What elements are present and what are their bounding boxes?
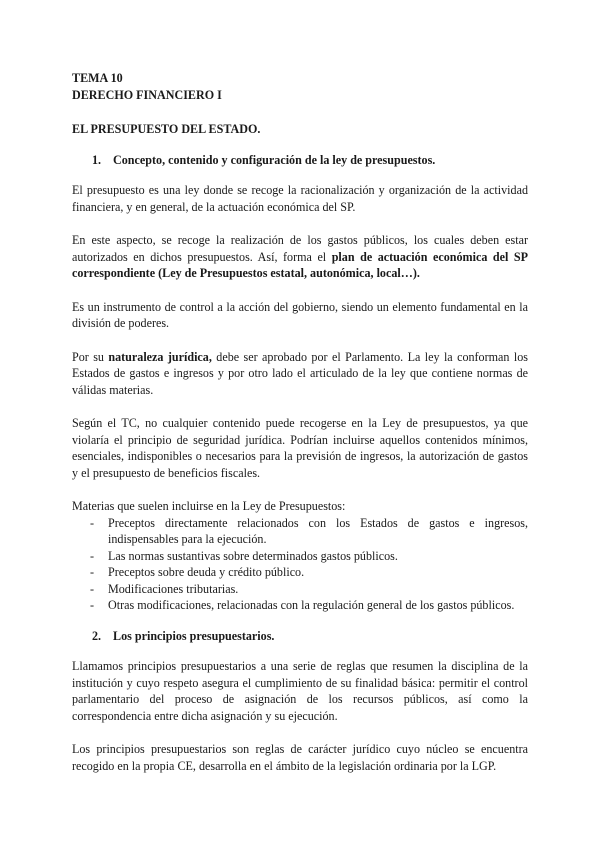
list-item-text: Modificaciones tributarias. — [108, 581, 239, 596]
section-2-paragraph-2: Los principios presupuestarios son reglas de carácter jurídico cuyo núcleo se encuentra recogido en la propia CE, desarrolla en el ámbito de la legislación ordinaria por la LGP. — [72, 742, 528, 773]
paragraph-2-bold-text: plan de actuación económica del SP correspondiente (Ley de Presupuestos estatal, autonómica, local…). — [72, 249, 528, 280]
section-2-paragraph-1: Llamamos principios presupuestarios a una serie de reglas que resumen la disciplina de la institución y cuyo respeto asegura el cumplimiento de su finalidad básica: permitir el control parlamentario del proceso de asignación de los recursos públicos, así como la correspondencia entre dicha asignación y su ejecución. — [72, 659, 528, 723]
section-1-paragraph-5: Según el TC, no cualquier contenido puede recogerse en la Ley de presupuestos, ya que violaría el principio de seguridad jurídica. Podrían incluirse aquellos contenidos mínimos, esenciales, indisponibles o necesarios para la previsión de ingresos, la autorización de gastos y el presupuesto de beneficios fiscales. — [72, 416, 528, 480]
list-item: - Modificaciones tributarias. — [90, 581, 239, 596]
document-header — [72, 70, 528, 103]
paragraph-4-text-start: Por su — [72, 349, 109, 364]
page-title: EL PRESUPUESTO DEL ESTADO. — [72, 122, 261, 136]
section-1-paragraph-4 — [72, 349, 528, 399]
section-1-paragraph-2 — [72, 232, 528, 282]
list-item-text: Preceptos directamente relacionados con los Estados de gastos e ingresos, indispensables para la ejecución. — [108, 515, 528, 546]
list-item-text: Otras modificaciones, relacionadas con la regulación general de los gastos públicos. — [108, 598, 515, 612]
list-item-text: Las normas sustantivas sobre determinados gastos públicos. — [108, 548, 398, 563]
subject-label: DERECHO FINANCIERO I — [72, 87, 222, 102]
list-item-text: Preceptos sobre deuda y crédito público. — [108, 565, 305, 579]
section-2-heading — [92, 628, 528, 645]
section-1-title: Concepto, contenido y configuración de la ley de presupuestos. — [113, 152, 436, 167]
list-intro: Materias que suelen incluirse en la Ley de Presupuestos: — [72, 499, 346, 513]
paragraph-2-text: En este aspecto, se recoge la realización de los gastos públicos, los cuales deben estar autorizados en dichos presupuestos. Así, forma el — [72, 233, 528, 264]
paragraph-4-text-end: debe ser aprobado por el Parlamento. La ley la conforman los Estados de gastos e ingresos y por otro lado el articulado de la ley que contiene normas de válidas materias. — [72, 349, 528, 397]
section-1-heading — [92, 152, 528, 169]
section-1-number: 1. — [92, 152, 102, 167]
section-2-title: Los principios presupuestarios. — [113, 628, 275, 643]
section-1-paragraph-3: Es un instrumento de control a la acción del gobierno, siendo un elemento fundamental en la división de poderes. — [72, 299, 528, 330]
list-item: - Preceptos sobre deuda y crédito público. — [90, 565, 305, 579]
list-item: - Preceptos directamente relacionados con los Estados de gastos e ingresos, indispensables para la ejecución. — [90, 515, 528, 546]
paragraph-4-bold-text: naturaleza jurídica, — [108, 349, 212, 364]
list-item: - Otras modificaciones, relacionadas con la regulación general de los gastos públicos. — [90, 598, 515, 612]
materias-list — [72, 515, 528, 614]
tema-label: TEMA 10 — [72, 71, 123, 85]
section-2-number: 2. — [92, 628, 102, 643]
section-1-paragraph-1: El presupuesto es una ley donde se recoge la racionalización y organización de la actividad financiera, y en general, de la actuación económica del SP. — [72, 183, 528, 214]
list-item: - Las normas sustantivas sobre determinados gastos públicos. — [90, 548, 398, 563]
